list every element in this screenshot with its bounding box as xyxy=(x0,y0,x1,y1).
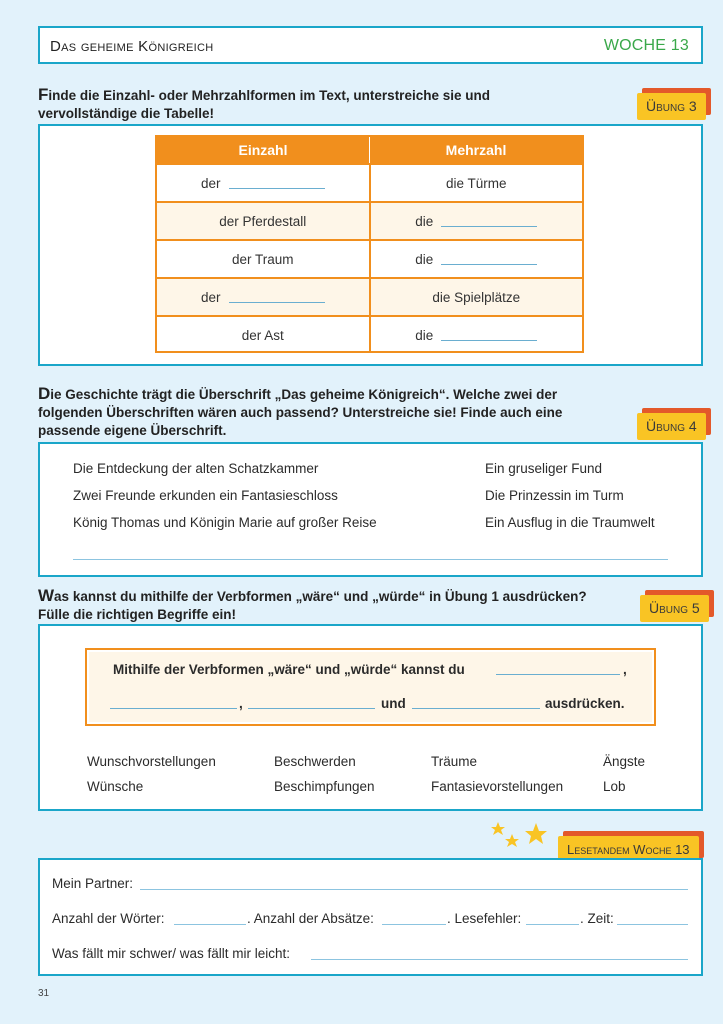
cell-singular xyxy=(157,317,371,353)
ex5-instruction-line2: Fülle die richtigen Begriffe ein! xyxy=(38,607,237,622)
heading-option[interactable]: Ein Ausflug in die Traumwelt xyxy=(485,515,655,530)
word-option: Wünsche xyxy=(87,779,144,794)
heading-option[interactable]: Ein gruseliger Fund xyxy=(485,461,603,476)
cell-text: die Spielplätze xyxy=(432,289,521,305)
cell-plural xyxy=(371,279,583,315)
word-option: Beschimpfungen xyxy=(274,779,375,794)
table-header xyxy=(157,137,582,163)
sentence-comma: , xyxy=(623,662,627,677)
cell-plural xyxy=(371,203,583,239)
page-number: 31 xyxy=(38,988,50,999)
difficulty-field[interactable] xyxy=(311,948,688,960)
sentence-comma: , xyxy=(239,696,243,711)
ex4-instruction-line3: passende eigene Überschrift. xyxy=(38,423,227,438)
sentence-end: ausdrücken. xyxy=(545,696,625,711)
ex3-instruction xyxy=(38,86,490,123)
paragraphs-label: . Anzahl der Absätze: xyxy=(247,911,374,926)
cell-singular xyxy=(157,279,371,315)
word-option: Fantasievorstellungen xyxy=(431,779,564,794)
fill-in-blank[interactable] xyxy=(441,215,537,227)
cell-text: die xyxy=(415,327,434,343)
fill-in-blank[interactable] xyxy=(110,697,237,709)
word-option: Träume xyxy=(431,754,478,769)
heading-option[interactable]: Die Prinzessin im Turm xyxy=(485,488,624,503)
ex4-instruction xyxy=(38,385,562,440)
paragraphs-field[interactable] xyxy=(382,913,446,925)
fill-in-blank[interactable] xyxy=(496,663,620,675)
ex5-instruction xyxy=(38,587,587,624)
ex4-instruction-line1: ie Geschichte trägt die Überschrift „Das geheime Königreich“. Welche zwei der xyxy=(50,387,558,402)
week-label: WOCHE 13 xyxy=(603,37,689,54)
ex4-dropcap: D xyxy=(38,384,51,403)
cell-plural xyxy=(371,241,583,277)
own-heading-line[interactable] xyxy=(73,548,668,560)
errors-field[interactable] xyxy=(526,913,579,925)
table-row xyxy=(157,163,582,201)
cell-singular xyxy=(157,165,371,201)
fill-in-blank[interactable] xyxy=(441,329,537,341)
word-option: Beschwerden xyxy=(274,754,356,769)
sentence-start: Mithilfe der Verbformen „wäre“ und „würde“ kannst du xyxy=(113,662,465,677)
cell-text: der xyxy=(200,289,221,305)
cell-text: der xyxy=(200,175,221,191)
ex3-dropcap: F xyxy=(38,85,49,104)
partner-field[interactable] xyxy=(140,878,688,890)
fill-in-blank[interactable] xyxy=(229,177,325,189)
cell-text: die xyxy=(415,251,434,267)
col-header-singular: Einzahl xyxy=(157,137,370,163)
ex3-instruction-line1: inde die Einzahl- oder Mehrzahlformen im Text, unterstreiche sie und xyxy=(48,88,490,103)
tandem-tag: Lesetandem Woche 13 xyxy=(558,836,699,863)
ex3-instruction-line2: vervollständige die Tabelle! xyxy=(38,106,215,121)
heading-option[interactable]: Zwei Freunde erkunden ein Fantasieschloss xyxy=(73,488,338,503)
ex3-tag: Übung 3 xyxy=(637,93,706,120)
heading-option[interactable]: König Thomas und Königin Marie auf großer Reise xyxy=(73,515,377,530)
table-row xyxy=(157,201,582,239)
table-row xyxy=(157,277,582,315)
sentence-und: und xyxy=(381,696,406,711)
page-title: Das geheime Königreich xyxy=(50,38,214,55)
table-row xyxy=(157,315,582,353)
difficulty-label: Was fällt mir schwer/ was fällt mir leicht: xyxy=(52,946,291,961)
time-field[interactable] xyxy=(617,913,688,925)
words-label: Anzahl der Wörter: xyxy=(52,911,165,926)
fill-in-blank[interactable] xyxy=(441,253,537,265)
cell-text: der Traum xyxy=(231,251,294,267)
word-option: Ängste xyxy=(603,754,646,769)
ex4-tag: Übung 4 xyxy=(637,413,706,440)
table-row xyxy=(157,239,582,277)
cell-text: der Ast xyxy=(241,327,284,343)
word-option: Lob xyxy=(603,779,626,794)
cell-text: der Pferdestall xyxy=(219,213,307,229)
cell-plural xyxy=(371,317,583,353)
cell-text: die Türme xyxy=(445,175,507,191)
col-header-plural: Mehrzahl xyxy=(445,142,507,158)
plural-table xyxy=(155,135,584,353)
ex5-dropcap: W xyxy=(38,586,55,605)
cell-plural xyxy=(371,165,583,201)
stars-icon xyxy=(490,820,556,858)
cell-singular xyxy=(157,203,371,239)
cell-text: die xyxy=(415,213,434,229)
fill-in-blank[interactable] xyxy=(248,697,375,709)
word-option: Wunschvorstellungen xyxy=(87,754,216,769)
time-label: . Zeit: xyxy=(580,911,614,926)
fill-in-blank[interactable] xyxy=(229,291,325,303)
words-field[interactable] xyxy=(174,913,246,925)
sentence-box xyxy=(85,648,656,726)
ex4-instruction-line2: folgenden Überschriften wären auch passend? Unterstreiche sie! Finde auch eine xyxy=(38,405,563,420)
errors-label: . Lesefehler: xyxy=(447,911,522,926)
ex5-tag: Übung 5 xyxy=(640,595,709,622)
heading-option[interactable]: Die Entdeckung der alten Schatzkammer xyxy=(73,461,319,476)
partner-label: Mein Partner: xyxy=(52,876,134,891)
ex5-instruction-line1: as kannst du mithilfe der Verbformen „wäre“ und „würde“ in Übung 1 ausdrücken? xyxy=(54,589,587,604)
cell-singular xyxy=(157,241,371,277)
fill-in-blank[interactable] xyxy=(412,697,540,709)
